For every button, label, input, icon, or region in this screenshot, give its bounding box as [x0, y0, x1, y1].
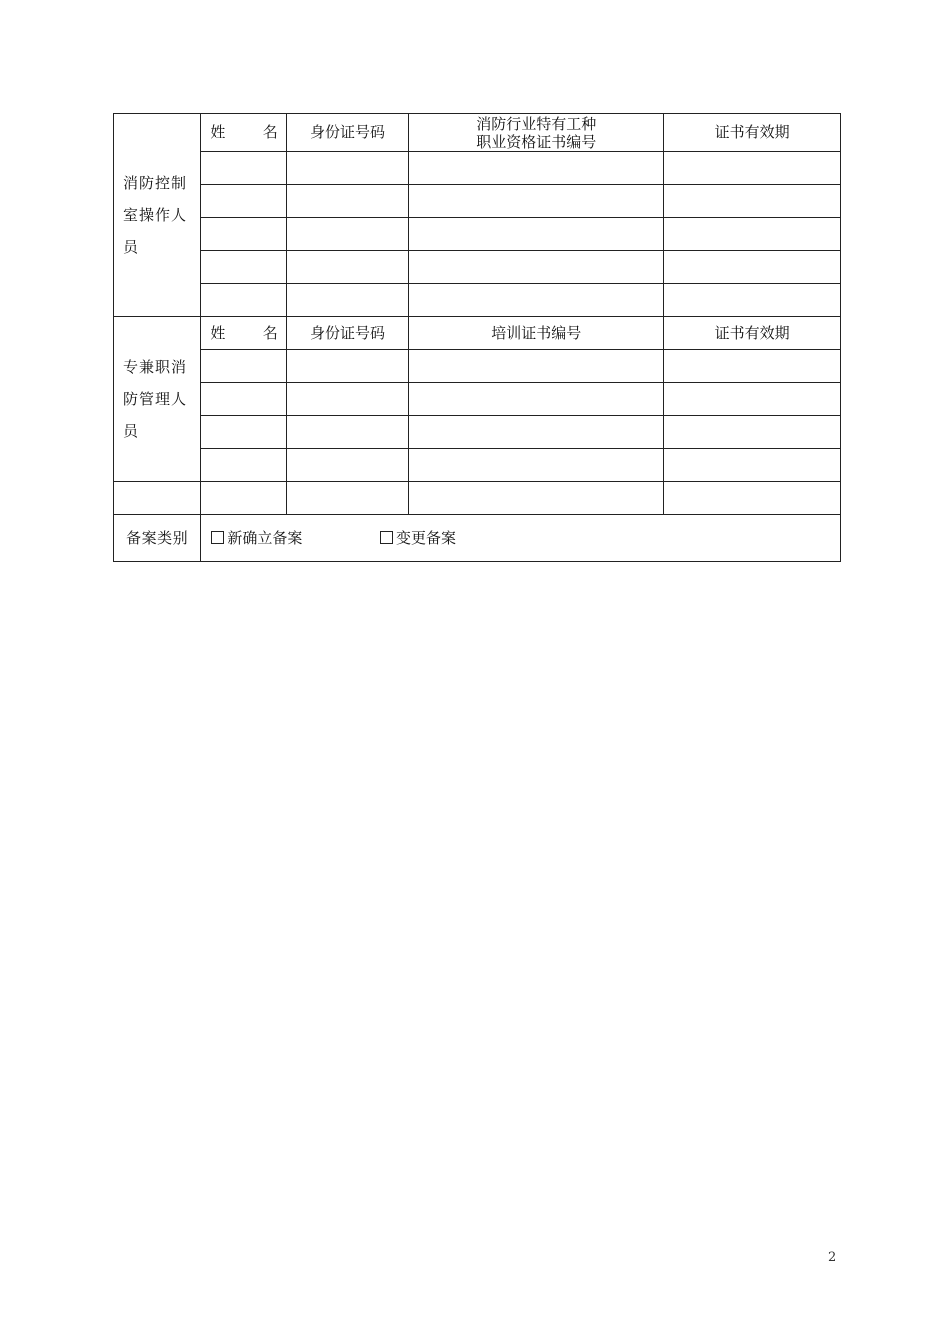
name-cell[interactable]	[201, 284, 286, 317]
name-column-header	[201, 114, 286, 152]
table-row	[114, 383, 841, 416]
filing-form-table	[113, 113, 841, 562]
name-header-part1: 姓	[210, 123, 226, 142]
table-row	[114, 350, 841, 383]
name-cell[interactable]	[201, 416, 286, 449]
id-number-cell[interactable]	[286, 185, 409, 218]
id-number-cell[interactable]	[286, 284, 409, 317]
cert-validity-header: 证书有效期	[664, 317, 841, 350]
id-number-cell[interactable]	[286, 350, 409, 383]
id-number-cell[interactable]	[286, 416, 409, 449]
cert-number-cell[interactable]	[409, 383, 664, 416]
option-new-filing[interactable]	[211, 530, 302, 547]
cert-validity-cell[interactable]	[664, 284, 841, 317]
cert-number-cell[interactable]	[409, 251, 664, 284]
name-column-header	[201, 317, 286, 350]
cert-validity-cell[interactable]	[664, 350, 841, 383]
occupational-cert-header	[409, 114, 664, 152]
name-cell[interactable]	[201, 251, 286, 284]
table-row	[114, 482, 841, 515]
occupational-cert-header-line2: 职业资格证书编号	[476, 132, 597, 151]
name-cell[interactable]	[201, 350, 286, 383]
cert-number-cell[interactable]	[409, 350, 664, 383]
blank-label-cell	[114, 482, 201, 515]
cert-validity-cell[interactable]	[664, 251, 841, 284]
id-number-cell[interactable]	[286, 218, 409, 251]
training-cert-header: 培训证书编号	[409, 317, 664, 350]
option-new-filing-label: 新确立备案	[227, 528, 303, 547]
name-cell[interactable]	[201, 482, 286, 515]
section2-header-row	[114, 317, 841, 350]
page-number: 2	[828, 1250, 837, 1265]
cert-validity-cell[interactable]	[664, 416, 841, 449]
id-number-header: 身份证号码	[286, 317, 409, 350]
table-row	[114, 416, 841, 449]
filing-type-row	[114, 515, 841, 562]
cert-number-cell[interactable]	[409, 218, 664, 251]
cert-validity-header: 证书有效期	[664, 114, 841, 152]
cert-number-cell[interactable]	[409, 416, 664, 449]
section1-header-row	[114, 114, 841, 152]
cert-validity-cell[interactable]	[664, 152, 841, 185]
cert-validity-cell[interactable]	[664, 482, 841, 515]
name-cell[interactable]	[201, 218, 286, 251]
id-number-cell[interactable]	[286, 449, 409, 482]
id-number-cell[interactable]	[286, 251, 409, 284]
table-row	[114, 449, 841, 482]
table-row	[114, 251, 841, 284]
id-number-cell[interactable]	[286, 482, 409, 515]
name-header-part1: 姓	[210, 323, 226, 342]
occupational-cert-header-line1: 消防行业特有工种	[476, 114, 597, 133]
cert-validity-cell[interactable]	[664, 218, 841, 251]
checkbox-new-filing[interactable]	[211, 531, 224, 544]
cert-number-cell[interactable]	[409, 449, 664, 482]
cert-number-cell[interactable]	[409, 284, 664, 317]
cert-number-cell[interactable]	[409, 185, 664, 218]
cert-validity-cell[interactable]	[664, 449, 841, 482]
filing-type-label: 备案类别	[114, 515, 201, 562]
option-change-filing[interactable]	[380, 530, 456, 547]
option-change-filing-label: 变更备案	[395, 528, 456, 547]
table-row	[114, 185, 841, 218]
name-cell[interactable]	[201, 152, 286, 185]
checkbox-change-filing[interactable]	[380, 531, 393, 544]
cert-number-cell[interactable]	[409, 482, 664, 515]
name-cell[interactable]	[201, 449, 286, 482]
filing-type-options	[201, 515, 841, 562]
cert-validity-cell[interactable]	[664, 185, 841, 218]
name-header-part2: 名	[262, 123, 278, 142]
cert-number-cell[interactable]	[409, 152, 664, 185]
name-cell[interactable]	[201, 383, 286, 416]
cert-validity-cell[interactable]	[664, 383, 841, 416]
name-cell[interactable]	[201, 185, 286, 218]
section2-label: 专兼职消防管理人员	[114, 317, 201, 482]
table-row	[114, 218, 841, 251]
id-number-cell[interactable]	[286, 152, 409, 185]
id-number-header: 身份证号码	[286, 114, 409, 152]
section1-label: 消防控制室操作人员	[114, 114, 201, 317]
id-number-cell[interactable]	[286, 383, 409, 416]
table-row	[114, 152, 841, 185]
table-row	[114, 284, 841, 317]
name-header-part2: 名	[262, 323, 278, 342]
